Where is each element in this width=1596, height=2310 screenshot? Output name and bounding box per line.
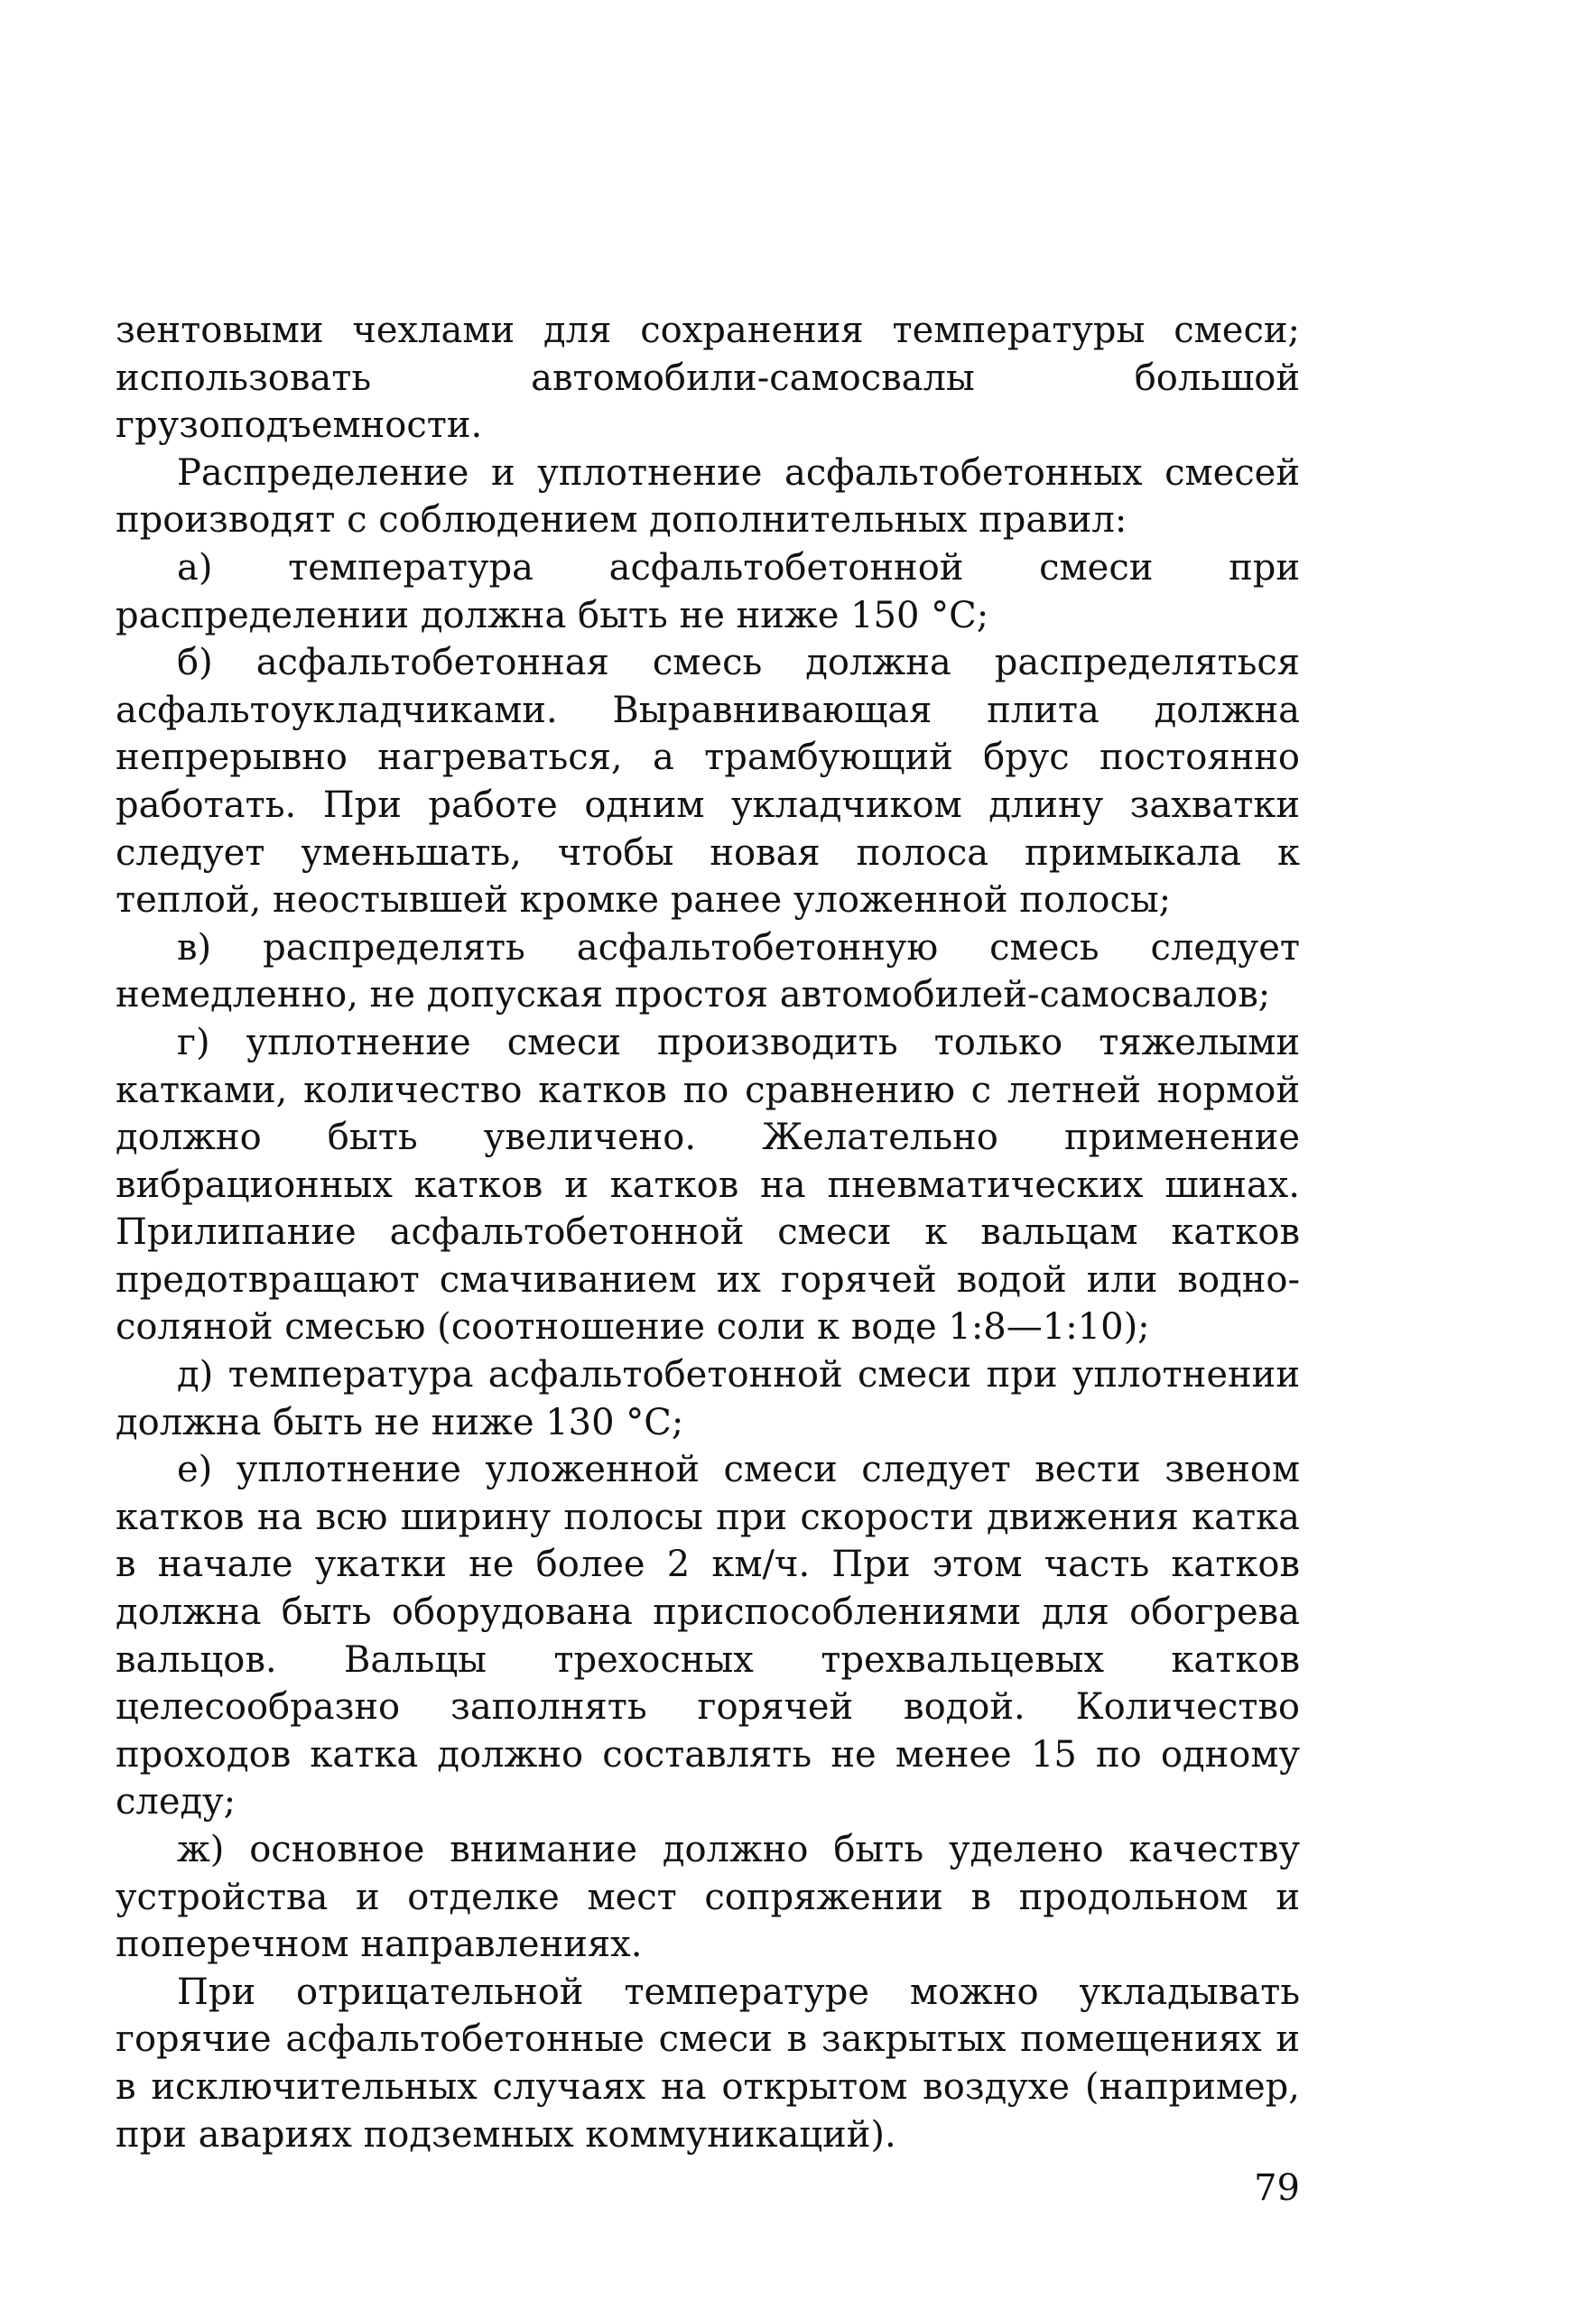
rule-item-g: г) уплотнение смеси производить только тяжелыми катками, количество катков по сравнению с летней нормой должно быть увеличено. Желательно применение вибрационных катков и катков на пневматических шинах. Прилипание асфальтобетонной смеси к вальцам катков предотвращают смачиванием их горячей водой или водно-соляной смесью (соотношение соли к воде 1:8—1:10); bbox=[116, 1021, 1300, 1349]
rule-item-v: в) распределять асфальтобетонную смесь следует немедленно, не допуская простоя автомобилей-самосвалов; bbox=[116, 926, 1300, 1016]
paragraph-continuation: зентовыми чехлами для сохранения температуры смеси; использовать автомобили-самосвалы большой грузоподъемности. bbox=[116, 310, 1300, 447]
paragraph-negative-temperature: При отрицательной температуре можно укладывать горячие асфальтобетонные смеси в закрытых помещениях и в исключительных случаях на открытом воздухе (например, при авариях подземных коммуникаций). bbox=[116, 1971, 1300, 2156]
rule-item-b: б) асфальтобетонная смесь должна распределяться асфальтоукладчиками. Выравнивающая плита должна непрерывно нагреваться, а трамбующий брус постоянно работать. При работе одним укладчиком длину захватки следует уменьшать, чтобы новая полоса примыкала к теплой, неостывшей кромке ранее уложенной полосы; bbox=[116, 642, 1300, 922]
rule-item-e: е) уплотнение уложенной смеси следует вести звеном катков на всю ширину полосы при скорости движения катка в начале укатки не более 2 км/ч. При этом часть катков должна быть оборудована приспособлениями для обогрева вальцов. Вальцы трехосных трехвальцевых катков целесообразно заполнять горячей водой. Количество проходов катка должно составлять не менее 15 по одному следу; bbox=[116, 1449, 1300, 1823]
rule-item-a: а) температура асфальтобетонной смеси при распределении должна быть не ниже 150 °С; bbox=[116, 546, 1300, 636]
paragraph-rules-intro: Распределение и уплотнение асфальтобетонных смесей производят с соблюдением дополнительных правил: bbox=[116, 451, 1300, 542]
rule-item-zh: ж) основное внимание должно быть уделено качеству устройства и отделке мест сопряжении в продольном и поперечном направлениях. bbox=[116, 1829, 1300, 1966]
rule-item-d: д) температура асфальтобетонной смеси при уплотнении должна быть не ниже 130 °С; bbox=[116, 1354, 1300, 1443]
page-number: 79 bbox=[1254, 2167, 1300, 2209]
body-text bbox=[116, 307, 1300, 2158]
